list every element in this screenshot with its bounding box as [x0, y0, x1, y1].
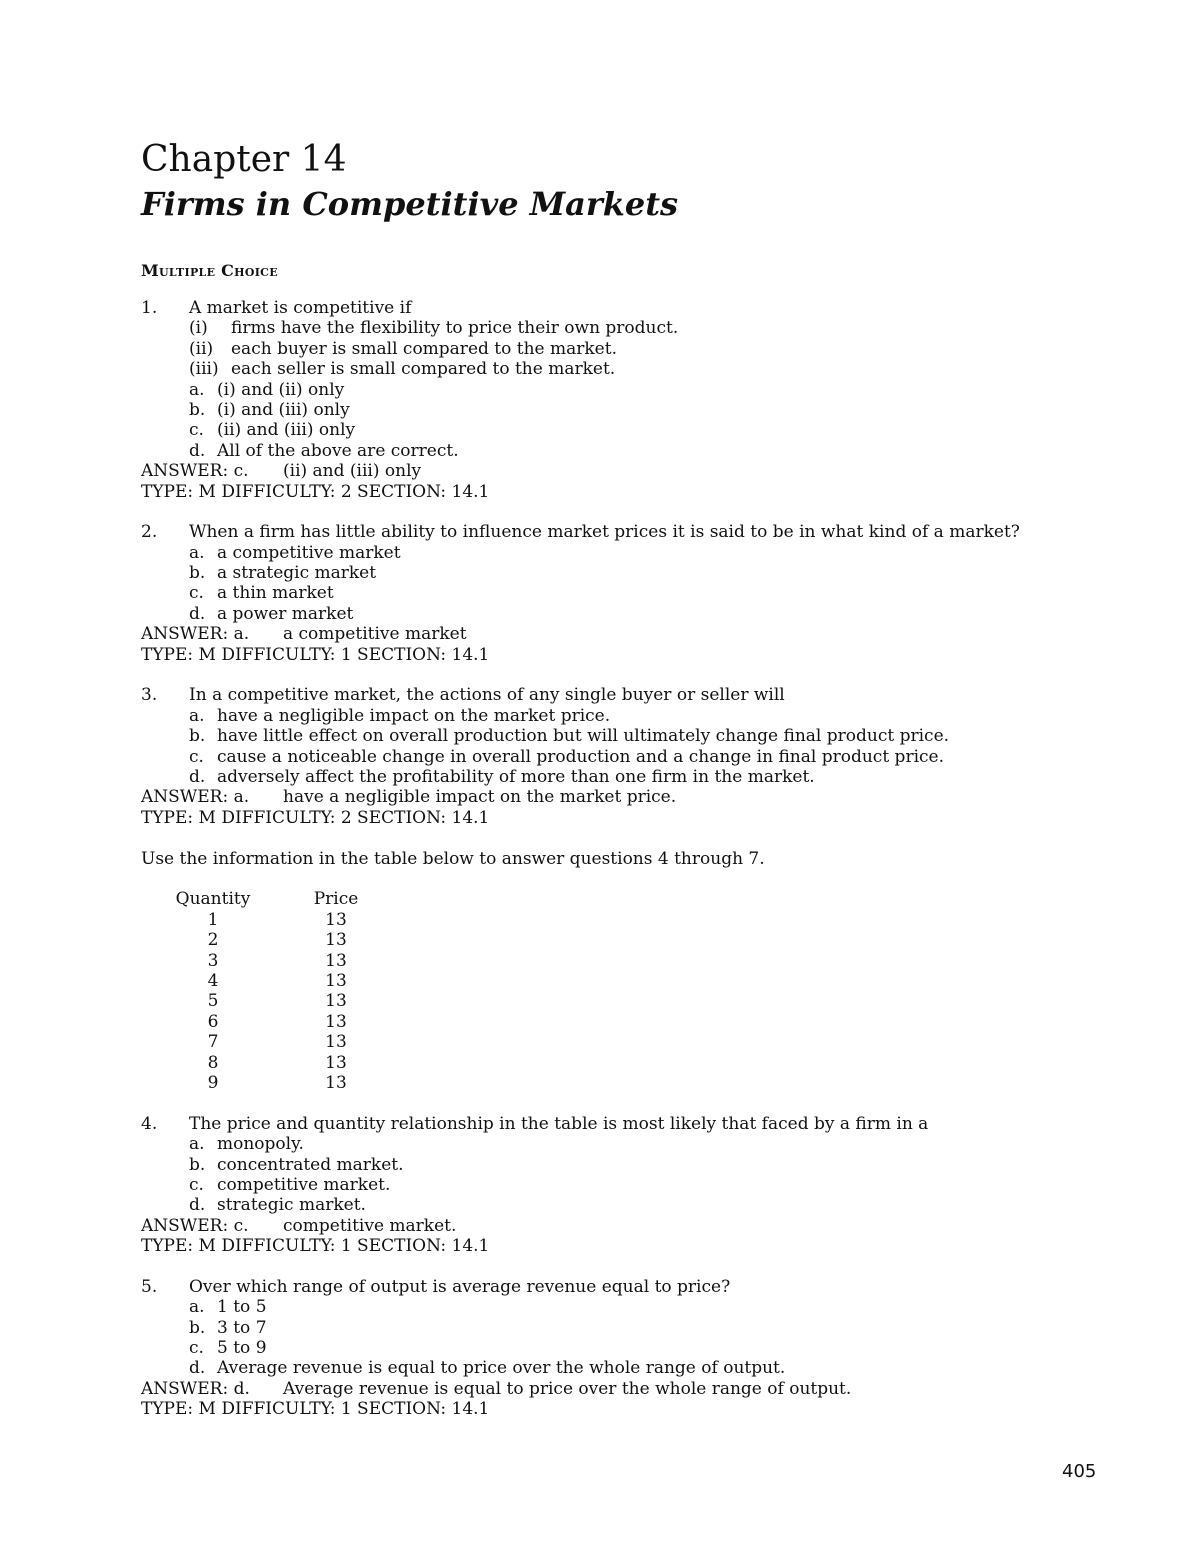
option-text: strategic market.: [217, 1195, 366, 1216]
option-text: (i) and (iii) only: [217, 399, 350, 420]
option-letter: a.: [189, 1134, 205, 1155]
chapter-title: Chapter 14: [141, 139, 347, 180]
question-meta: TYPE: M DIFFICULTY: 1 SECTION: 14.1: [141, 1236, 490, 1257]
question-number: 1.: [141, 298, 158, 318]
roman-statement: [141, 318, 1101, 338]
option-text: (ii) and (iii) only: [217, 420, 356, 441]
option-text: 3 to 7: [217, 1317, 267, 1338]
table-header-row: [173, 889, 361, 909]
question-text: When a firm has little ability to influence market prices it is said to be in what kind of a market?: [189, 522, 1020, 543]
question-stem: [141, 522, 1101, 542]
option-text: concentrated market.: [217, 1154, 404, 1175]
answer-option: [141, 1155, 1101, 1175]
price-cell: 13: [325, 1052, 347, 1073]
answer-option: [141, 1318, 1101, 1338]
questions-after-table: [141, 1114, 1101, 1420]
price-cell: 13: [325, 1011, 347, 1032]
answer-option: [141, 767, 1101, 787]
answer-label: ANSWER: c.: [141, 461, 249, 482]
option-letter: b.: [189, 399, 206, 420]
option-letter: b.: [189, 1154, 206, 1175]
section-heading: Multiple Choice: [141, 261, 278, 280]
option-text: a competitive market: [217, 542, 401, 563]
option-letter: c.: [189, 746, 204, 767]
statement-number: (ii): [189, 338, 214, 359]
question-text: Over which range of output is average revenue equal to price?: [189, 1276, 731, 1297]
answer-text: have a negligible impact on the market price.: [283, 787, 677, 808]
answer-option: [141, 1358, 1101, 1378]
table-row: [173, 1073, 361, 1093]
statement-text: firms have the flexibility to price their own product.: [231, 318, 679, 339]
quantity-cell: 6: [207, 1011, 219, 1032]
option-letter: a.: [189, 542, 205, 563]
option-text: have little effect on overall production but will ultimately change final product price.: [217, 726, 950, 747]
table-row: [173, 951, 361, 971]
option-text: a power market: [217, 603, 354, 624]
price-quantity-table: [173, 889, 361, 1093]
column-header-quantity: Quantity: [175, 889, 251, 910]
answer-text: competitive market.: [283, 1215, 457, 1236]
option-text: a thin market: [217, 583, 334, 604]
price-cell: 13: [325, 970, 347, 991]
option-letter: a.: [189, 379, 205, 400]
option-letter: d.: [189, 1358, 206, 1379]
question-meta: TYPE: M DIFFICULTY: 1 SECTION: 14.1: [141, 644, 490, 665]
quantity-cell: 7: [207, 1032, 219, 1053]
answer-option: [141, 1297, 1101, 1317]
question-stem: [141, 1277, 1101, 1297]
statement-number: (iii): [189, 359, 219, 380]
question-item: [141, 522, 1101, 665]
question-list: [141, 298, 1101, 1440]
question-item: [141, 1114, 1101, 1257]
option-text: cause a noticeable change in overall production and a change in final product price.: [217, 746, 944, 767]
answer-option: [141, 380, 1101, 400]
answer-line: [141, 1216, 1101, 1236]
price-cell: 13: [325, 991, 347, 1012]
answer-option: [141, 400, 1101, 420]
question-stem: [141, 685, 1101, 705]
column-header-price: Price: [313, 889, 359, 910]
option-letter: d.: [189, 603, 206, 624]
answer-option: [141, 706, 1101, 726]
question-text: A market is competitive if: [189, 298, 412, 318]
question-stem: [141, 1114, 1101, 1134]
answer-line: [141, 624, 1101, 644]
option-text: monopoly.: [217, 1134, 304, 1155]
question-stem: [141, 298, 1101, 318]
answer-option: [141, 441, 1101, 461]
option-letter: d.: [189, 1195, 206, 1216]
option-letter: b.: [189, 726, 206, 747]
answer-option: [141, 543, 1101, 563]
option-text: (i) and (ii) only: [217, 379, 345, 400]
roman-statement: [141, 359, 1101, 379]
question-text: The price and quantity relationship in the table is most likely that faced by a firm in a: [189, 1113, 929, 1134]
quantity-cell: 1: [207, 909, 219, 930]
option-letter: a.: [189, 705, 205, 726]
answer-option: [141, 604, 1101, 624]
quantity-cell: 5: [207, 991, 219, 1012]
answer-text: Average revenue is equal to price over the whole range of output.: [283, 1378, 852, 1399]
statement-number: (i): [189, 318, 208, 339]
option-letter: a.: [189, 1297, 205, 1318]
answer-option: [141, 1338, 1101, 1358]
price-cell: 13: [325, 1073, 347, 1093]
question-meta: TYPE: M DIFFICULTY: 2 SECTION: 14.1: [141, 807, 490, 828]
question-item: [141, 298, 1101, 502]
answer-label: ANSWER: d.: [141, 1378, 250, 1399]
table-row: [173, 910, 361, 930]
quantity-cell: 3: [207, 950, 219, 971]
answer-option: [141, 747, 1101, 767]
option-letter: c.: [189, 1174, 204, 1195]
answer-option: [141, 420, 1101, 440]
quantity-cell: 4: [207, 970, 219, 991]
question-number: 3.: [141, 685, 158, 706]
option-text: Average revenue is equal to price over the whole range of output.: [217, 1358, 786, 1379]
answer-label: ANSWER: a.: [141, 624, 250, 645]
option-letter: b.: [189, 563, 206, 584]
table-row: [173, 1032, 361, 1052]
question-number: 5.: [141, 1276, 158, 1297]
option-text: 1 to 5: [217, 1297, 267, 1318]
answer-line: [141, 461, 1101, 481]
option-letter: c.: [189, 420, 204, 441]
answer-text: a competitive market: [283, 624, 467, 645]
question-meta: TYPE: M DIFFICULTY: 1 SECTION: 14.1: [141, 1399, 490, 1420]
quantity-cell: 2: [207, 930, 219, 951]
chapter-subtitle: Firms in Competitive Markets: [141, 185, 679, 223]
question-text: In a competitive market, the actions of any single buyer or seller will: [189, 685, 785, 706]
option-text: adversely affect the profitability of more than one firm in the market.: [217, 766, 815, 787]
question-number: 4.: [141, 1113, 158, 1134]
question-item: [141, 685, 1101, 828]
statement-text: each buyer is small compared to the market.: [231, 338, 617, 359]
answer-option: [141, 563, 1101, 583]
answer-option: [141, 583, 1101, 603]
option-letter: d.: [189, 766, 206, 787]
price-cell: 13: [325, 950, 347, 971]
option-text: All of the above are correct.: [217, 440, 459, 461]
answer-option: [141, 1195, 1101, 1215]
option-letter: c.: [189, 583, 204, 604]
answer-line: [141, 787, 1101, 807]
question-item: [141, 1277, 1101, 1420]
answer-label: ANSWER: c.: [141, 1215, 249, 1236]
table-row: [173, 1012, 361, 1032]
answer-text: (ii) and (iii) only: [283, 461, 422, 482]
answer-label: ANSWER: a.: [141, 787, 250, 808]
option-letter: b.: [189, 1317, 206, 1338]
quantity-cell: 9: [207, 1073, 219, 1093]
table-body: [173, 910, 361, 1094]
table-row: [173, 991, 361, 1011]
option-text: competitive market.: [217, 1174, 391, 1195]
price-cell: 13: [325, 909, 347, 930]
page-number: 405: [1062, 1461, 1097, 1482]
statement-text: each seller is small compared to the market.: [231, 359, 616, 380]
roman-statement: [141, 339, 1101, 359]
questions-before-table: [141, 298, 1101, 828]
answer-line: [141, 1379, 1101, 1399]
option-text: have a negligible impact on the market price.: [217, 705, 611, 726]
option-text: 5 to 9: [217, 1338, 267, 1359]
option-text: a strategic market: [217, 563, 377, 584]
price-cell: 13: [325, 1032, 347, 1053]
answer-option: [141, 726, 1101, 746]
table-row: [173, 930, 361, 950]
answer-option: [141, 1175, 1101, 1195]
quantity-cell: 8: [207, 1052, 219, 1073]
option-letter: c.: [189, 1338, 204, 1359]
option-letter: d.: [189, 440, 206, 461]
answer-option: [141, 1134, 1101, 1154]
question-meta: TYPE: M DIFFICULTY: 2 SECTION: 14.1: [141, 481, 490, 502]
table-row: [173, 971, 361, 991]
question-number: 2.: [141, 522, 158, 543]
price-cell: 13: [325, 930, 347, 951]
table-intro: Use the information in the table below to answer questions 4 through 7.: [141, 848, 765, 869]
table-row: [173, 1053, 361, 1073]
